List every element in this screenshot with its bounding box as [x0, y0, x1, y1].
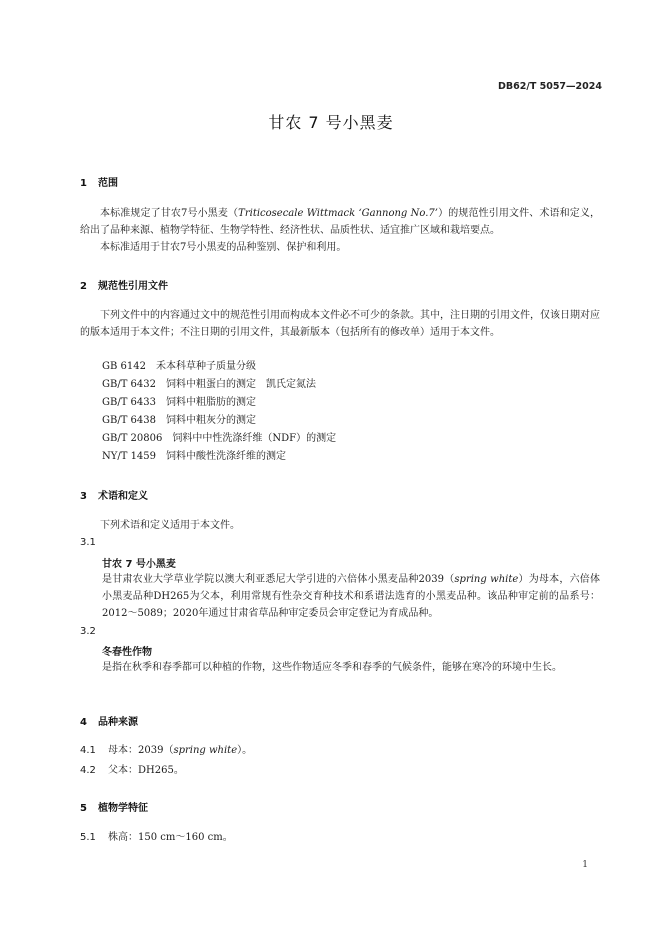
reference-item	[102, 412, 256, 429]
section-number: 5	[80, 803, 87, 814]
term-number: 3.2	[80, 626, 96, 637]
section-title: 术语和定义	[98, 491, 148, 502]
reference-name: 饲料中粗灰分的测定	[166, 415, 257, 426]
scope-paragraph-1: 本标准规定了甘农7号小黑麦（Triticosecale Wittmack ‘Gannong No.7’）的规范性引用文件、术语和定义，给出了品种来源、植物学特征、生物学特性、经济性状、品质性状、适宜推广区域和栽培要点。	[80, 208, 600, 236]
section-title: 规范性引用文件	[98, 281, 168, 292]
latin-cultivar-name: Triticosecale Wittmack ‘Gannong No.7’	[238, 208, 438, 219]
section-5-heading	[80, 799, 148, 814]
reference-item	[102, 430, 336, 447]
section-1-heading	[80, 174, 118, 189]
reference-item	[102, 376, 316, 393]
section-title: 范围	[98, 178, 118, 189]
reference-code: GB/T 6432	[102, 379, 157, 390]
section-title: 植物学特征	[98, 803, 148, 814]
section-number: 3	[80, 491, 87, 502]
botany-item: 5.1 株高：150 cm～160 cm。	[80, 829, 233, 846]
latin-cultivar-name: spring white	[173, 745, 238, 756]
document-code: DB62/T 5057—2024	[498, 81, 602, 92]
source-item: 4.2 父本：DH265。	[80, 762, 184, 779]
item-number: 4.1	[80, 745, 96, 756]
page-number: 1	[582, 860, 588, 870]
reference-code: GB/T 6433	[102, 397, 157, 408]
document-title: 甘农 7 号小黑麦	[268, 113, 394, 132]
term-number: 3.1	[80, 537, 96, 548]
section-number: 1	[80, 178, 87, 189]
terms-intro: 下列术语和定义适用于本文件。	[100, 520, 240, 531]
section-number: 4	[80, 717, 87, 728]
reference-name: 饲料中中性洗涤纤维（NDF）的测定	[172, 433, 337, 444]
reference-name: 饲料中酸性洗涤纤维的测定	[166, 451, 287, 462]
source-item: 4.1 母本：2039（spring white）。	[80, 742, 252, 759]
section-title: 品种来源	[98, 717, 138, 728]
reference-code: GB/T 6438	[102, 415, 157, 426]
reference-code: NY/T 1459	[102, 451, 157, 462]
term-name: 甘农 7 号小黑麦	[102, 559, 176, 570]
reference-name: 饲料中粗脂肪的测定	[166, 397, 257, 408]
term-definition: 是甘肃农业大学草业学院以澳大利亚悉尼大学引进的六倍体小黑麦品种2039（spring white）为母本，六倍体小黑麦品种DH265为父本，利用常规有性杂交育种技术和系谱法选育的小黑麦品种。该品种审定前的品系号：2012～5089；2020年通过甘肃省草品种审定委员会审定登记为育成品种。	[102, 574, 601, 619]
term-name: 冬春性作物	[102, 647, 152, 658]
item-number: 4.2	[80, 765, 96, 776]
reference-code: GB/T 20806	[102, 433, 163, 444]
reference-item	[102, 448, 286, 465]
latin-cultivar-name: spring white	[454, 574, 519, 585]
scope-paragraph-2: 本标准适用于甘农7号小黑麦的品种鉴别、保护和利用。	[100, 242, 347, 253]
reference-item	[102, 358, 256, 375]
section-number: 2	[80, 281, 87, 292]
section-2-heading	[80, 277, 168, 292]
reference-code: GB 6142	[102, 361, 146, 372]
section-3-heading	[80, 487, 148, 502]
reference-item	[102, 394, 256, 411]
term-definition: 是指在秋季和春季都可以种植的作物，这些作物适应冬季和春季的气候条件，能够在寒冷的环境中生长。	[102, 662, 562, 673]
section-4-heading	[80, 713, 138, 728]
reference-name: 饲料中粗蛋白的测定 凯氏定氮法	[166, 379, 317, 390]
reference-name: 禾本科草种子质量分级	[155, 361, 256, 372]
item-number: 5.1	[80, 832, 96, 843]
references-intro: 下列文件中的内容通过文中的规范性引用而构成本文件必不可少的条款。其中，注日期的引用文件，仅该日期对应的版本适用于本文件；不注日期的引用文件，其最新版本（包括所有的修改单）适用于本文件。	[80, 310, 600, 338]
